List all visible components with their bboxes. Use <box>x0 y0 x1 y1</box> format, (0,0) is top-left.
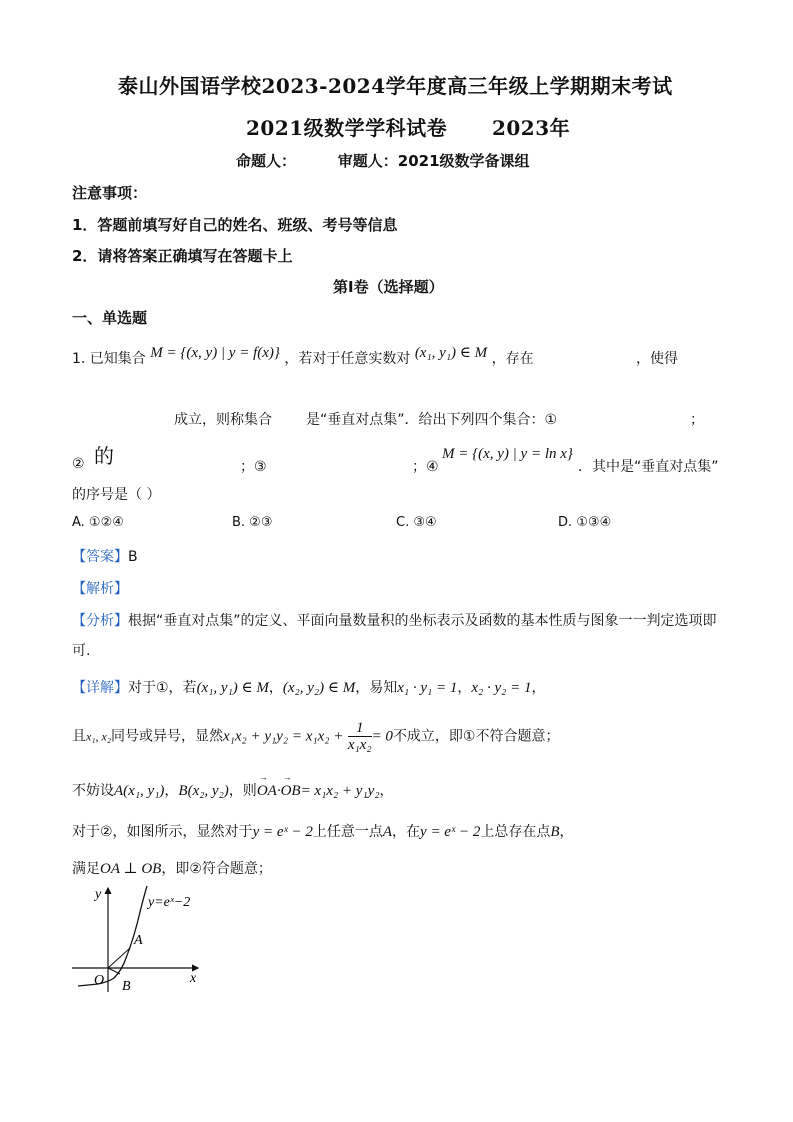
detail-text: ，易知 <box>355 680 398 696</box>
math-fraction <box>348 720 372 753</box>
math-expr: B <box>550 824 560 840</box>
detail-text: 不妨设 <box>72 783 114 799</box>
answer-row <box>72 546 138 566</box>
math-expr: (x₁, y₁) ∈ M <box>196 680 269 696</box>
math-expr: OA ⊥ OB <box>100 861 162 877</box>
math-set-m: M = {(x, y) | y = f(x)} <box>150 345 280 361</box>
analysis-label: 【解析】 <box>72 581 128 597</box>
detail-text: ， <box>164 783 179 799</box>
exam-title: 泰山外国语学校2023-2024学年度高三年级上学期期末考试 <box>118 74 673 98</box>
math-expr: (x₂, y₂) ∈ M <box>282 680 356 696</box>
math-expr: = x₁x₂ + y₁y₂ <box>300 783 380 799</box>
option-a: A. ①②④ <box>72 515 124 530</box>
question-text: ，存在 <box>491 351 534 367</box>
detail-text: 对于①，若 <box>128 680 197 696</box>
x-axis-label: x <box>190 971 197 986</box>
option-c: C. ③④ <box>396 515 437 530</box>
detail-text: ， <box>379 783 394 799</box>
detail-text: ，即②符合题意； <box>161 861 272 877</box>
question-text: ； <box>690 412 704 428</box>
dot-operator: · <box>276 783 281 799</box>
note-item: 2．请将答案正确填写在答题卡上 <box>72 247 293 265</box>
notes-heading: 注意事项： <box>72 184 148 202</box>
option-b: B. ②③ <box>232 515 273 530</box>
point-b-label: B <box>122 979 131 994</box>
question-text: 成立，则称集合 <box>174 412 272 428</box>
point-a-label: A <box>134 933 143 948</box>
detail-text: ， <box>457 680 472 696</box>
detail-text: ， <box>268 680 283 696</box>
answer-label: 【答案】 <box>72 549 128 565</box>
detail-line-4 <box>72 821 574 841</box>
detail-text: 上总存在点 <box>480 824 551 840</box>
note-item: 1．答题前填写好自己的姓名、班级、考号等信息 <box>72 216 398 234</box>
exam-subtitle: 2021级数学学科试卷 2023年 <box>246 116 571 140</box>
stray-glyph: 的 <box>94 444 114 468</box>
question-text: ；③ <box>240 459 267 475</box>
section-single-choice-heading: 一、单选题 <box>72 309 148 327</box>
fenxi-text-cont: 可. <box>72 643 91 659</box>
question-text: ；④ <box>412 459 439 475</box>
math-expr: x₂ · y₂ = 1 <box>471 680 532 696</box>
detail-text: ， <box>559 824 574 840</box>
curve-label: y=eˣ−2 <box>148 895 191 910</box>
math-expr: B(x₂, y₂) <box>178 783 229 799</box>
detail-text: ，在 <box>392 824 421 840</box>
detail-line-5 <box>72 858 272 878</box>
detail-text: 对于②，如图所示，显然对于 <box>72 824 253 840</box>
question-text: ② <box>72 456 85 472</box>
math-expr: y = eˣ − 2 <box>420 824 481 840</box>
detail-text: 且 <box>72 728 86 745</box>
question-1-line-1 <box>72 345 534 368</box>
detail-text: 同号或异号，显然 <box>111 728 223 745</box>
detail-text: ， <box>531 680 546 696</box>
segment-ob <box>108 968 120 974</box>
question-text: ．其中是“垂直对点集” <box>578 459 719 475</box>
detail-line-3 <box>72 780 394 800</box>
fenxi-label: 【分析】 <box>72 613 128 629</box>
detail-text: 满足 <box>72 861 100 877</box>
math-expr: A <box>382 824 393 840</box>
answer-value: B <box>128 549 138 565</box>
math-pair: (x₁, y₁) ∈ M <box>414 345 488 361</box>
question-text: ，使得 <box>636 351 678 367</box>
detail-text: 上任意一点 <box>312 824 383 840</box>
origin-label: O <box>94 973 105 988</box>
vector-ob: → OB <box>281 783 301 800</box>
fraction-numerator: 1 <box>348 720 372 737</box>
fenxi-text: 根据“垂直对点集”的定义、平面向量数量积的坐标表示及函数的基本性质与图象一一判定选项即 <box>128 613 717 629</box>
vector-oa: → OA <box>257 783 277 800</box>
detail-text: ，则 <box>228 783 257 799</box>
math-expr: x₁ · y₁ = 1 <box>397 680 458 696</box>
exp-curve-figure <box>68 882 208 994</box>
detail-line-2 <box>72 720 560 753</box>
math-expr: A(x₁, y₁) <box>114 783 165 799</box>
math-expr: x₁x₂ + y₁y₂ = x₁x₂ + <box>223 728 344 745</box>
math-set-4: M = {(x, y) | y = ln x} <box>442 446 573 462</box>
detail-line-1 <box>72 677 546 697</box>
question-text: 是“垂直对点集”．给出下列四个集合：① <box>306 412 558 428</box>
section-volume-heading: 第I卷（选择题） <box>333 278 444 296</box>
math-expr: x₁, x₂ <box>86 729 111 744</box>
math-expr: y = eˣ − 2 <box>252 824 313 840</box>
detail-text: 不成立，即①不符合题意； <box>392 728 560 745</box>
detail-label: 【详解】 <box>72 680 128 696</box>
exam-authors: 命题人： 审题人：2021级数学备课组 <box>236 152 530 170</box>
option-d: D. ①③④ <box>558 515 612 530</box>
question-text: 的序号是（ ） <box>72 487 161 503</box>
math-expr: = 0 <box>371 728 393 745</box>
fenxi-row <box>72 610 717 630</box>
y-axis-label: y <box>95 887 102 902</box>
question-text: 1. 已知集合 <box>72 351 146 367</box>
fraction-denominator: x₁x₂ <box>347 737 372 753</box>
question-text: ，若对于任意实数对 <box>284 351 411 367</box>
